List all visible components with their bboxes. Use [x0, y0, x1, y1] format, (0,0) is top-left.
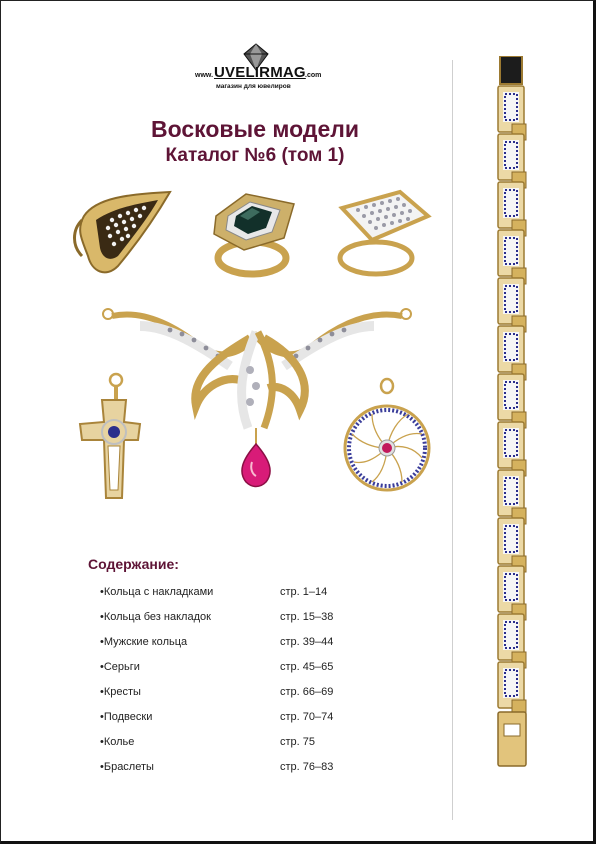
- wide-pave-ring-image: [330, 188, 440, 284]
- page-subtitle: Каталог №6 (том 1): [165, 145, 345, 166]
- toc-item-name: •Браслеты: [100, 761, 154, 773]
- toc-item-name: •Мужские кольца: [100, 636, 188, 648]
- toc-item-name: •Кольца с накладками: [100, 586, 214, 598]
- toc-item[interactable]: [100, 686, 360, 702]
- ring-with-overlay-image: [66, 186, 182, 282]
- toc-item-pages: стр. 1–14: [280, 586, 328, 598]
- uvelirmag-logo[interactable]: [192, 42, 326, 96]
- toc-item-name: •Кресты: [100, 686, 141, 698]
- page-title: Восковые модели: [151, 116, 359, 142]
- toc-item-pages: стр. 75: [280, 736, 316, 748]
- toc-item-name: •Кольца без накладок: [100, 611, 211, 623]
- toc-item-pages: стр. 45–65: [280, 661, 334, 673]
- toc-item[interactable]: [100, 661, 360, 677]
- round-pendant-image: [340, 376, 434, 500]
- mens-ring-image: [200, 188, 310, 284]
- toc-item-name: •Подвески: [100, 711, 153, 723]
- logo-www: www.: [195, 72, 214, 79]
- toc-item-pages: стр. 15–38: [280, 611, 334, 623]
- toc-item-pages: стр. 39–44: [280, 636, 334, 648]
- toc-item[interactable]: [100, 711, 360, 727]
- toc-item[interactable]: [100, 761, 360, 777]
- toc-item[interactable]: [100, 636, 360, 652]
- toc-item[interactable]: [100, 586, 360, 602]
- toc-item-pages: стр. 66–69: [280, 686, 334, 698]
- toc-item[interactable]: [100, 736, 360, 752]
- toc-item-name: •Серьги: [100, 661, 140, 673]
- toc-heading: Содержание:: [88, 556, 179, 572]
- column-divider: [452, 60, 453, 820]
- toc-item-pages: стр. 70–74: [280, 711, 334, 723]
- logo-domain-suffix: .com: [305, 72, 322, 79]
- toc-item-pages: стр. 76–83: [280, 761, 334, 773]
- cross-pendant-image: [76, 370, 142, 504]
- bracelet-image: [486, 56, 538, 768]
- logo-tagline: магазин для ювелиров: [216, 83, 291, 90]
- toc-item[interactable]: [100, 611, 360, 627]
- toc-item-name: •Колье: [100, 736, 135, 748]
- logo-brand-name: UVELIRMAG: [214, 64, 306, 81]
